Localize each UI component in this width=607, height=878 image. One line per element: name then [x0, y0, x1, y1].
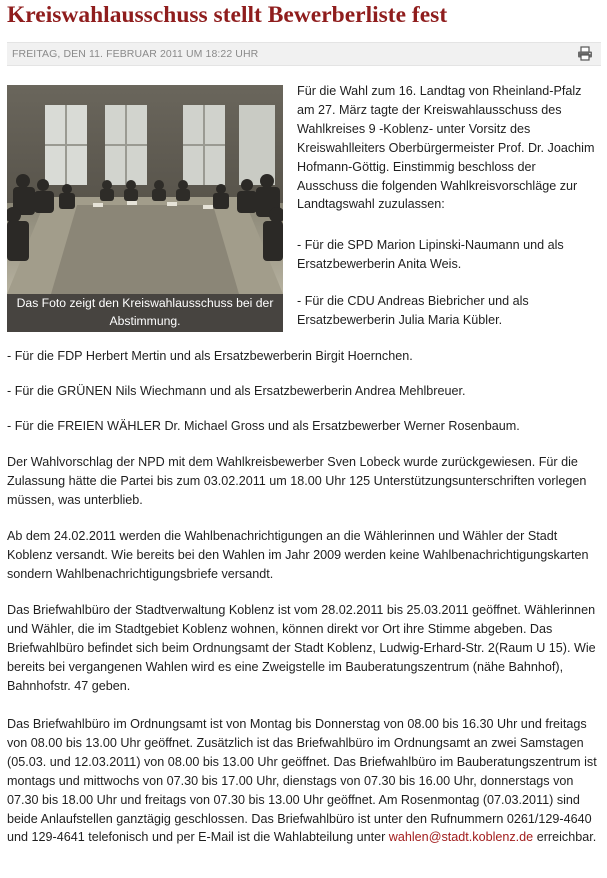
paragraph-text: - Für die SPD Marion Lipinski-Naumann und als Ersatzbewerberin Anita Weis.: [297, 238, 564, 271]
paragraph-briefwahlbuero: [7, 601, 601, 696]
paragraph-text: - Für die GRÜNEN Nils Wiechmann und als Ersatzbewerberin Andrea Mehlbreuer.: [7, 384, 466, 398]
article-title: Kreiswahlausschuss stellt Bewerberliste fest: [7, 2, 448, 28]
paragraph-body: Das Briefwahlbüro im Ordnungsamt ist von Montag bis Donnerstag von 08.00 bis 16.30 Uhr und freitags von 08.00 bis 13.00 Uhr geöffnet. Zusätzlich ist das Briefwahlbüro im Ordnungsamt an zwei Samstagen (05.03. und 12.03.2011) von 08.00 bis 13.00 Uhr geöffnet. Das Briefwahlbüro im Bauberatungszentrum ist montags und mittwochs von 07.30 bis 17.00 Uhr, dienstags von 07.30 bis 16.00 Uhr, donnerstags von 07.30 bis 18.00 Uhr und freitags von 07.30 bis 13.00 Uhr geöffnet. Am Rosenmontag (07.03.2011) sind beide Anlaufstellen ganztägig geschlossen. Das Briefwahlbüro ist unter den Rufnummern 0261/129-4640 und 129-4641 telefonisch und per E-Mail ist die Wahlabteilung unter: [7, 717, 597, 845]
paragraph-freie-waehler: [7, 417, 601, 436]
article-meta-bar: [7, 42, 601, 66]
paragraph-gruene: [7, 382, 601, 401]
paragraph-text: Das Briefwahlbüro der Stadtverwaltung Koblenz ist vom 28.02.2011 bis 25.03.2011 geöffnet. Wählerinnen und Wähler, die im Stadtgebiet Koblenz wohnen, können direkt vor Ort ihre Stimme abgeben. Das Briefwahlbüro befindet sich beim Ordnungsamt der Stadt Koblenz, Ludwig-Erhard-Str. 2(Raum U 15). Wie bereits bei vergangenen Wahlen wird es eine Zweigstelle im Bauberatungszentrum (nähe Bahnhof), Bahnhofstr. 47 geben.: [7, 603, 596, 693]
printer-icon[interactable]: [577, 46, 593, 61]
article-date: FREITAG, DEN 11. FEBRUAR 2011 UM 18:22 UHR: [12, 48, 259, 60]
paragraph-oeffnungszeiten: [7, 715, 601, 847]
paragraph-benachrichtigung: [7, 527, 601, 584]
paragraph-intro: [297, 82, 597, 214]
paragraph-spd: [297, 236, 597, 274]
paragraph-text: - Für die FREIEN WÄHLER Dr. Michael Gross und als Ersatzbewerber Werner Rosenbaum.: [7, 419, 520, 433]
paragraph-fdp: [7, 347, 601, 366]
article-photo: [7, 85, 283, 332]
photo-caption: Das Foto zeigt den Kreiswahlausschuss bei der Abstimmung.: [7, 294, 283, 332]
email-link[interactable]: wahlen@stadt.koblenz.de: [388, 830, 534, 845]
paragraph-text: - Für die CDU Andreas Biebricher und als Ersatzbewerberin Julia Maria Kübler.: [297, 294, 529, 327]
meeting-photo: [7, 85, 283, 294]
paragraph-npd: [7, 453, 601, 510]
paragraph-cdu: [297, 292, 597, 330]
paragraph-text: Für die Wahl zum 16. Landtag von Rheinland-Pfalz am 27. März tagte der Kreiswahlausschuss des Wahlkreises 9 -Koblenz- unter Vorsitz des Kreiswahlleiters Oberbürgermeister Prof. Dr. Joachim Hofmann-Göttig. Einstimmig beschloss der Ausschuss die folgenden Wahlkreisvorschläge zur Landtagswahl zuzulassen:: [297, 84, 595, 212]
paragraph-text: Der Wahlvorschlag der NPD mit dem Wahlkreisbewerber Sven Lobeck wurde zurückgewiesen. Für die Zulassung hätte die Partei bis zum 03.02.2011 um 18.00 Uhr 125 Unterstützungsunterschriften vorlegen müssen, was unterblieb.: [7, 455, 587, 507]
paragraph-end: erreichbar.: [533, 830, 597, 845]
paragraph-text: Ab dem 24.02.2011 werden die Wahlbenachrichtigungen an die Wählerinnen und Wähler der Stadt Koblenz versandt. Wie bereits bei den Wahlen im Jahr 2009 werden keine Wahlbenachrichtigungskarten sondern Wahlbenachrichtigungsbriefe versandt.: [7, 529, 589, 581]
paragraph-text: - Für die FDP Herbert Mertin und als Ersatzbewerberin Birgit Hoernchen.: [7, 349, 413, 363]
paragraph-text: [7, 715, 601, 847]
